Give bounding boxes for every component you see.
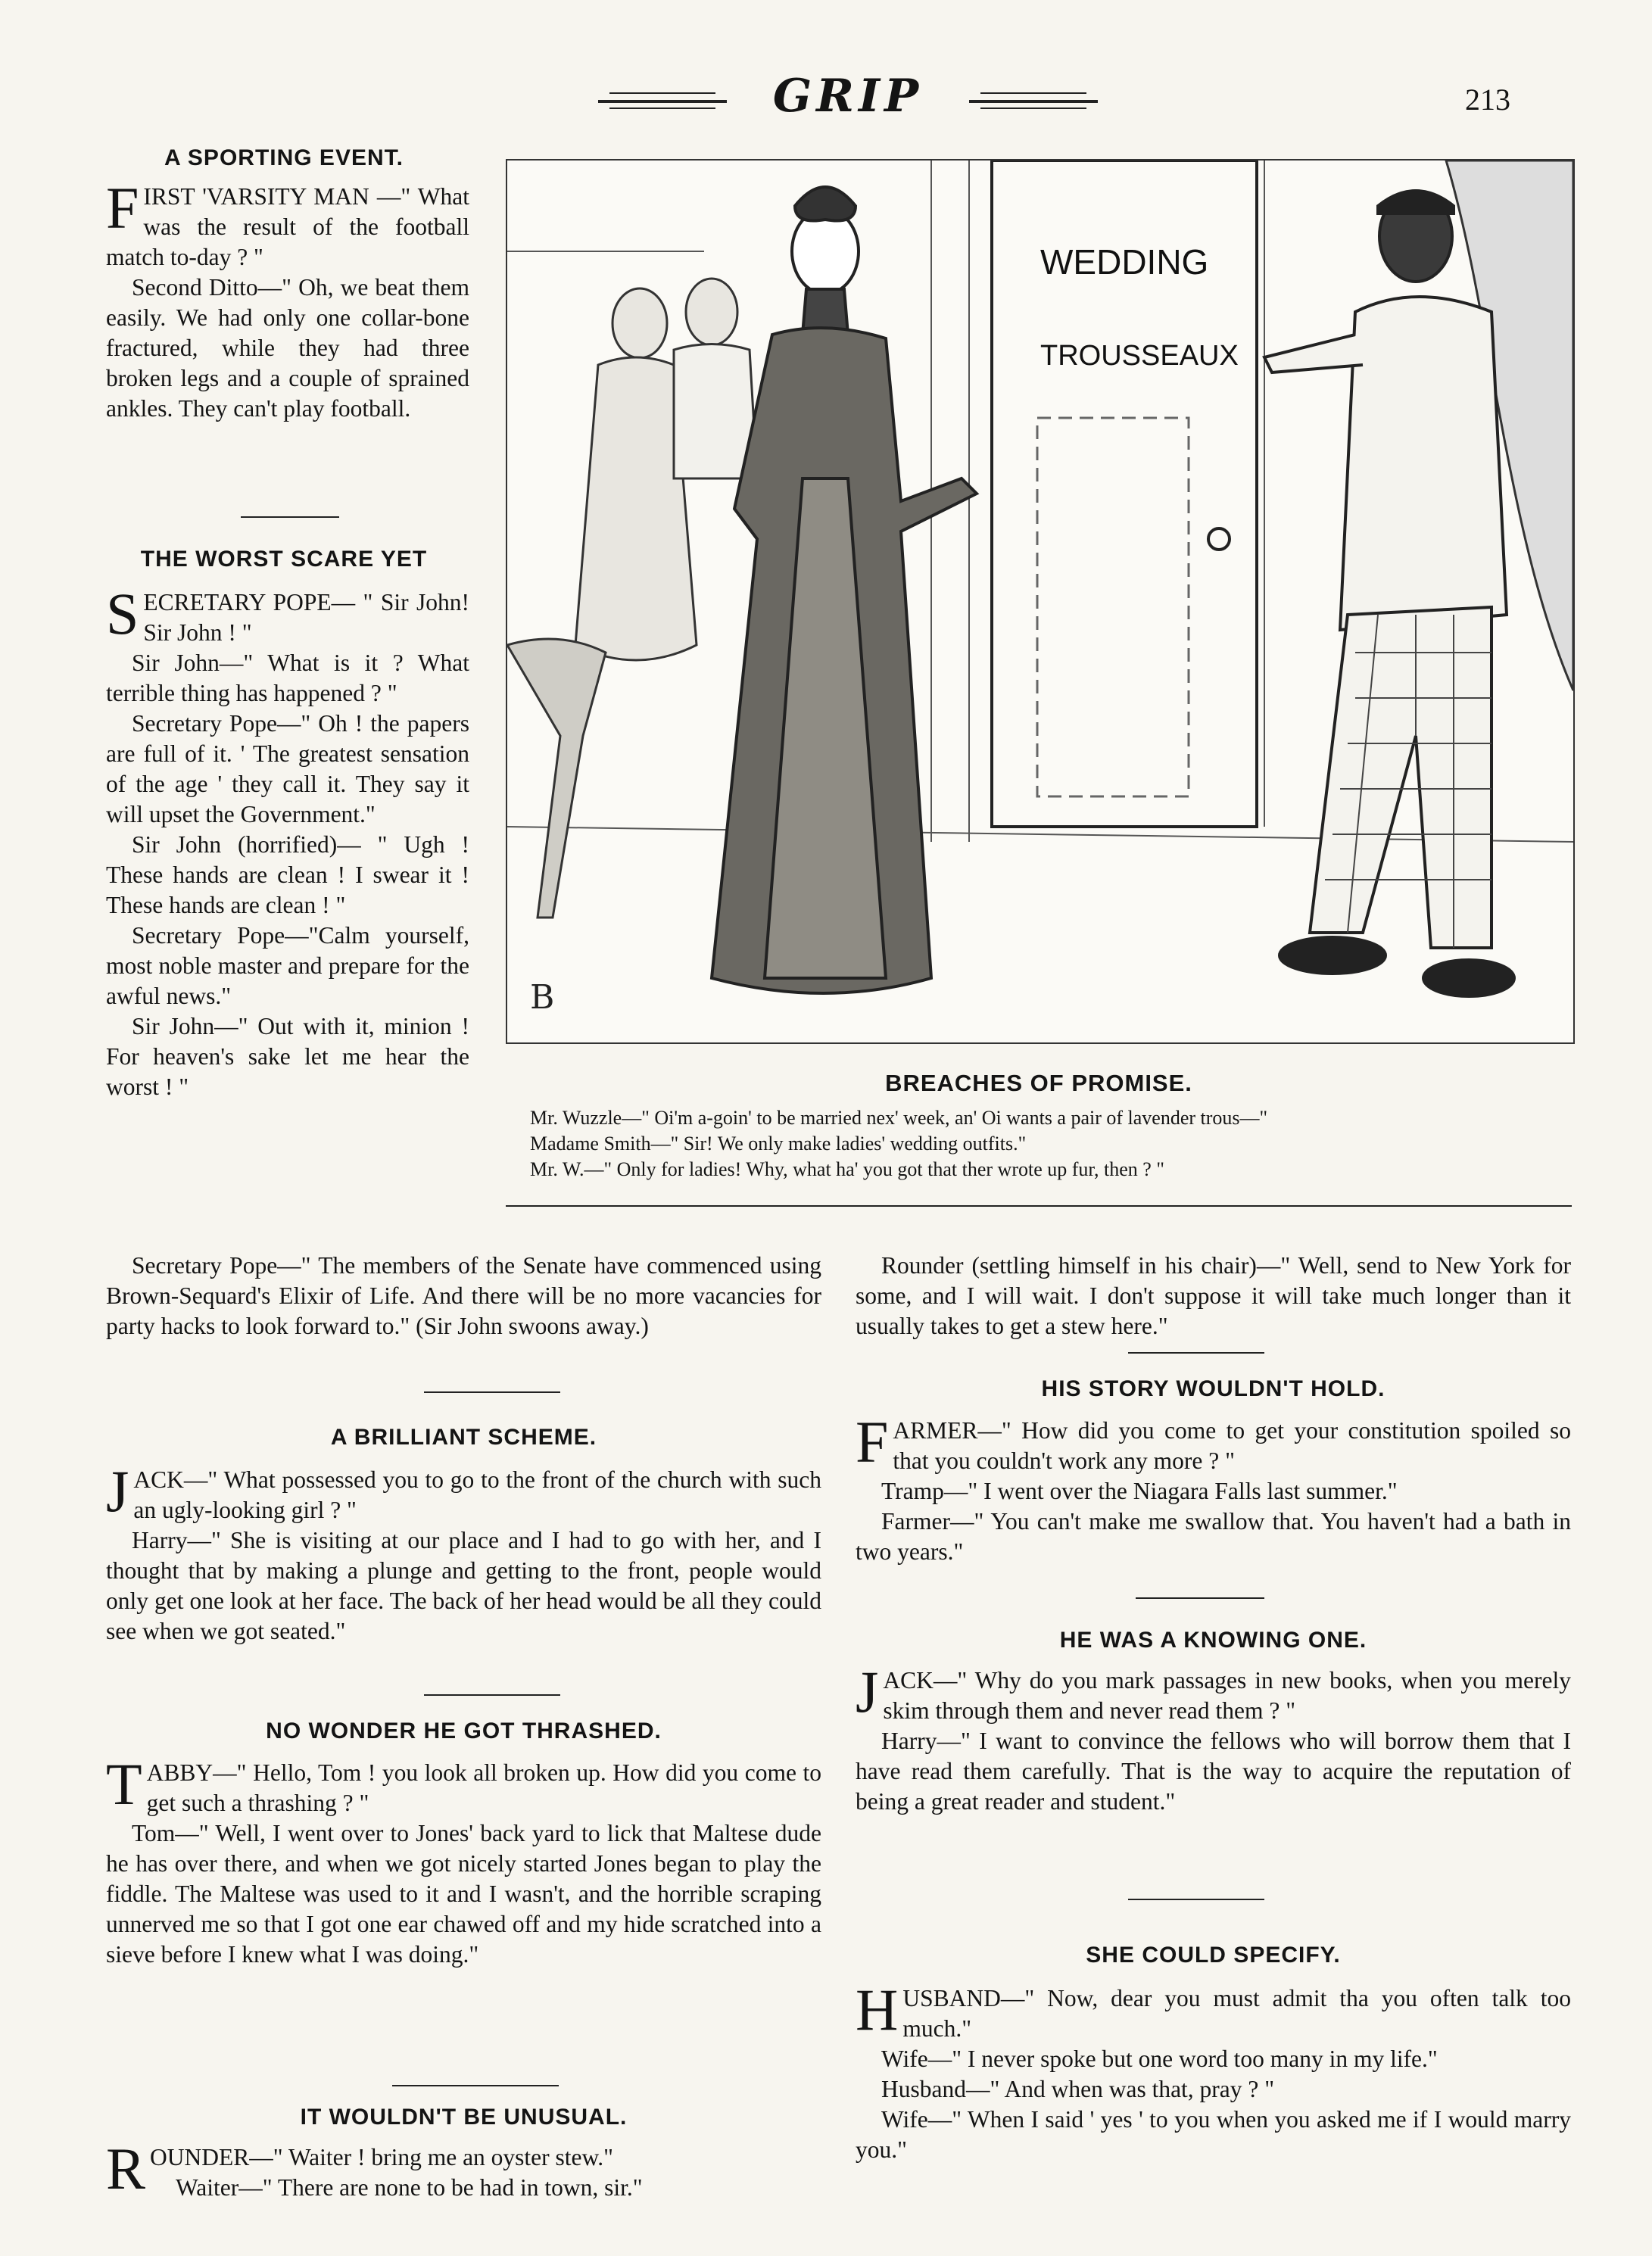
cartoon-drawing (507, 160, 1573, 1042)
drop-cap: F (856, 1409, 889, 1475)
drop-cap: S (106, 581, 139, 647)
story-text (856, 1409, 1571, 1567)
paragraph: Sir John—" What is it ? What terrible thing has happened ? " (106, 650, 469, 706)
section-divider (241, 516, 339, 518)
paragraph: OUNDER—" Waiter ! bring me an oyster stew." (150, 2144, 613, 2170)
brilliant-scheme-text (106, 1458, 821, 1647)
caption-divider (506, 1205, 1572, 1207)
paragraph: Rounder (settling himself in his chair)—" Well, send to New York for some, and I will wait. I don't suppose it will take much longer than it usually takes to get a stew here." (856, 1252, 1571, 1339)
masthead (591, 70, 1105, 123)
paragraph: Secretary Pope—"Calm yourself, most noble master and prepare for the awful news." (106, 922, 469, 1009)
paragraph: ACK—" Why do you mark passages in new books, when you merely skim through them and never read them ? " (883, 1667, 1571, 1724)
brilliant-scheme-title: A BRILLIANT SCHEME. (330, 1425, 597, 1450)
section-divider (424, 1391, 560, 1393)
section-divider (424, 1694, 560, 1696)
thrashed-text (106, 1751, 821, 1970)
paragraph: Sir John—" Out with it, minion ! For heaven's sake let me hear the worst ! " (106, 1013, 469, 1100)
specify-title: SHE COULD SPECIFY. (1086, 1943, 1341, 1968)
cartoon-illustration (506, 159, 1575, 1044)
paragraph: USBAND—" Now, dear you must admit tha you often talk too much." (902, 1985, 1571, 2042)
artist-monogram: B (530, 978, 555, 1017)
knowing-text (856, 1659, 1571, 1817)
sporting-event-text (106, 175, 469, 424)
cartoon-caption (530, 1105, 1575, 1183)
paragraph: Wife—" I never spoke but one word too many in my life." (881, 2046, 1438, 2072)
paragraph: Tom—" Well, I went over to Jones' back yard to lick that Maltese dude he has over there, and when we got nicely started Jones began to play the fiddle. The Maltese was used to it and I wasn't, and the horrible scraping unnerved me so that I got one ear chawed off and my hide scratched into a sieve before I knew what I was doing." (106, 1820, 821, 1968)
paragraph: ECRETARY POPE— " Sir John! Sir John ! " (143, 589, 469, 646)
worst-scare-text (106, 581, 469, 1102)
paragraph: Harry—" I want to convince the fellows who will borrow them that I have read them carefully. That is the way to acquire the reputation of being a great reader and student." (856, 1728, 1571, 1815)
paragraph: ACK—" What possessed you to go to the front of the church with such an ugly-looking girl ? " (133, 1466, 821, 1523)
section-divider (392, 2085, 559, 2086)
section-divider (1128, 1899, 1264, 1900)
page-number: 213 (1465, 83, 1510, 117)
paragraph: Waiter—" There are none to be had in town, sir." (176, 2174, 643, 2201)
drop-cap: F (106, 175, 139, 241)
caption-line: Mr. Wuzzle—" Oi'm a-goin' to be married nex' week, an' Oi wants a pair of lavender trous—" (530, 1107, 1268, 1129)
drop-cap: T (106, 1751, 142, 1817)
paragraph: ARMER—" How did you come to get your constitution spoiled so that you couldn't work any more ? " (893, 1417, 1571, 1474)
story-title: HIS STORY WOULDN'T HOLD. (1041, 1376, 1385, 1401)
paragraph: Second Ditto—" Oh, we beat them easily. We had only one collar-bone fractured, while they had three broken legs and a couple of sprained ankles. They can't play football. (106, 274, 469, 422)
caption-line: Madame Smith—" Sir! We only make ladies' wedding outfits." (530, 1133, 1027, 1154)
paragraph: Secretary Pope—" The members of the Senate have commenced using Brown-Sequard's Elixir of Life. And there will be no more vacancies for party hacks to look forward to." (Sir John swoons away.) (106, 1252, 821, 1339)
knowing-title: HE WAS A KNOWING ONE. (1059, 1628, 1367, 1653)
drop-cap: H (856, 1977, 899, 2043)
thrashed-title: NO WONDER HE GOT THRASHED. (266, 1718, 662, 1743)
paragraph: Wife—" When I said ' yes ' to you when you asked me if I would marry you." (856, 2106, 1571, 2163)
worst-scare-ending (106, 1251, 821, 1341)
paragraph: Secretary Pope—" Oh ! the papers are full of it. ' The greatest sensation of the age ' they call it. They say it will upset the Government." (106, 710, 469, 827)
unusual-ending (856, 1251, 1571, 1341)
paragraph: Harry—" She is visiting at our place and I had to go with her, and I thought that by making a plunge and getting to the front, people would only get one look at her face. The back of her head would be all they could see when we got seated." (106, 1527, 821, 1644)
paragraph: ABBY—" Hello, Tom ! you look all broken up. How did you come to get such a thrashing ? " (146, 1759, 821, 1816)
worst-scare-title: THE WORST SCARE YET (140, 547, 428, 572)
specify-text (856, 1977, 1571, 2165)
paragraph: Husband—" And when was that, pray ? " (881, 2076, 1275, 2102)
cartoon-title: BREACHES OF PROMISE. (885, 1070, 1192, 1096)
masthead-rule-right (969, 100, 1098, 103)
paragraph: Sir John (horrified)— " Ugh ! These hands are clean ! I swear it ! These hands are clean ! " (106, 831, 469, 918)
section-divider (1136, 1597, 1264, 1599)
drop-cap: J (856, 1659, 879, 1725)
masthead-title: GRIP (772, 70, 924, 123)
sign-trousseaux: TROUSSEAUX (1040, 340, 1239, 372)
sign-wedding: WEDDING (1040, 242, 1209, 282)
drop-cap: J (106, 1458, 129, 1524)
drop-cap: R (106, 2136, 146, 2201)
paragraph: Tramp—" I went over the Niagara Falls last summer." (881, 1478, 1398, 1504)
unusual-title: IT WOULDN'T BE UNUSUAL. (300, 2105, 628, 2130)
sporting-event-title: A SPORTING EVENT. (164, 145, 404, 170)
unusual-text (106, 2136, 821, 2203)
paragraph: IRST 'VARSITY MAN —" What was the result of the football match to-day ? " (106, 183, 469, 270)
paragraph: Farmer—" You can't make me swallow that. You haven't had a bath in two years." (856, 1508, 1571, 1565)
caption-line: Mr. W.—" Only for ladies! Why, what ha' you got that ther wrote up fur, then ? " (530, 1158, 1164, 1180)
section-divider (1128, 1352, 1264, 1354)
